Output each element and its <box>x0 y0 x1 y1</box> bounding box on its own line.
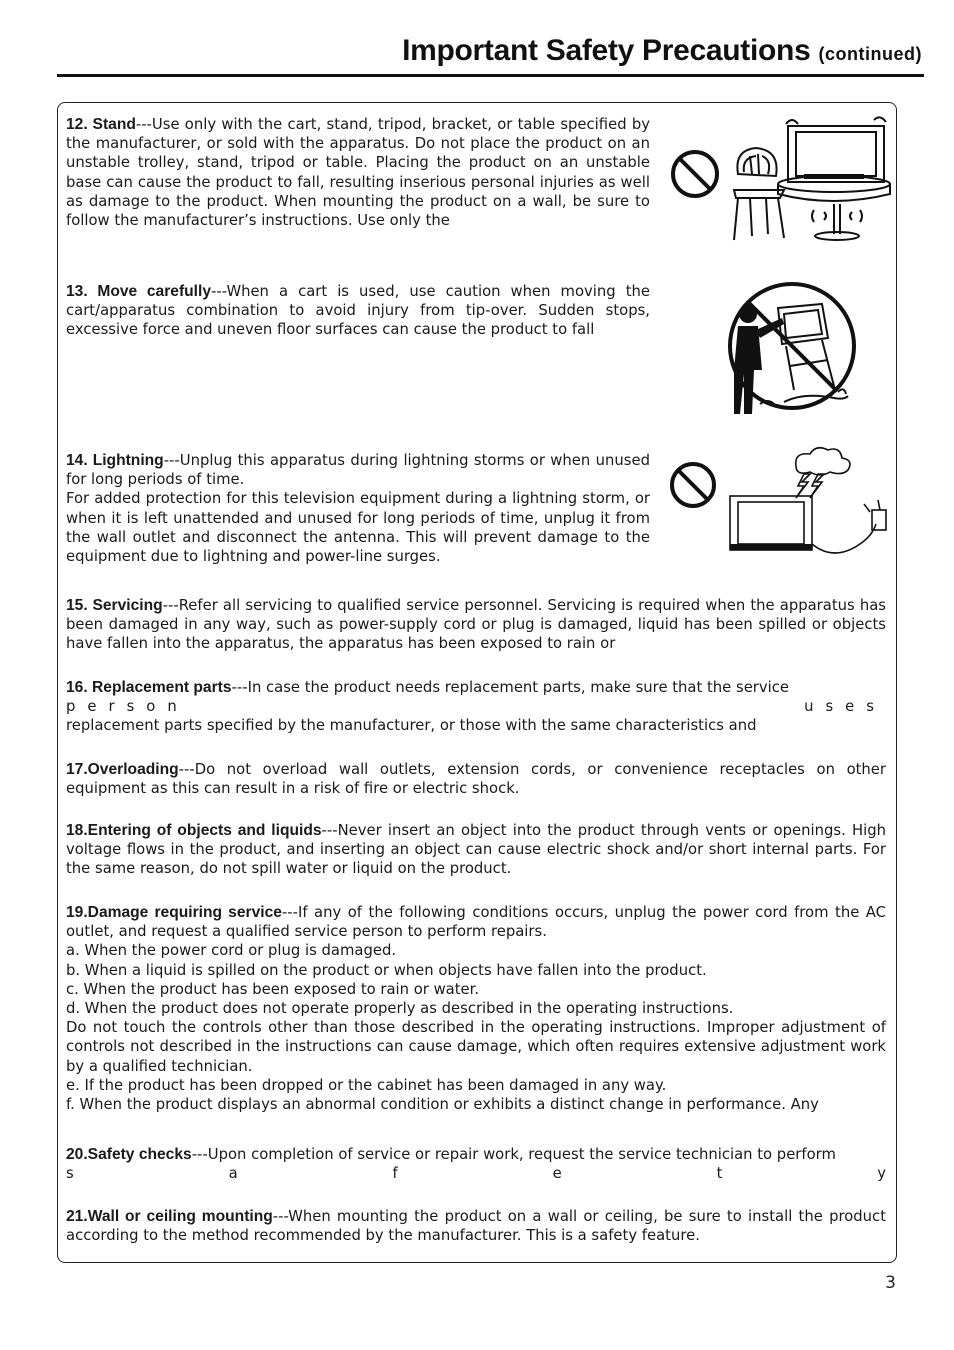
lightning-illustration <box>664 444 890 562</box>
list-item: b. When a liquid is spilled on the product or when objects have fallen into the product. <box>66 961 707 979</box>
section-14-lightning: 14. Lightning---Unplug this apparatus during lightning storms or when unused for long periods of time. For added protection for this television equipment during a lightning storm, or when it is left unattended and unused for long periods of time, unplug it from the wall outlet and disconnect the antenna. This will prevent damage to the equipment due to lightning and power-line surges. <box>66 452 650 566</box>
page-title-continued: (continued) <box>818 44 922 64</box>
section-note: Do not touch the controls other than those described in the operating instructions. Improper adjustment of controls not described in the instructions can cause damage, which often requires extensive adjustment work by a qualified technician. <box>66 1019 886 1075</box>
section-text: When a cart is used, use caution when moving the cart/apparatus combination to avoid injury from tip-over. Sudden stops, excessive force and uneven floor surfaces can cause the product to fall <box>66 283 650 339</box>
section-19-damage-requiring-service: 19.Damage requiring service---If any of the following conditions occurs, unplug the power cord from the AC outlet, and request a qualified service person to perform repairs. a. When the power cord or plug is damaged. b. When a liquid is spilled on the product or when objects have fallen into the product. c. When the product has been exposed to rain or water. d. When the product does not operate properly as described in the operating instructions. Do not touch the controls other than those described in the operating instructions. Improper adjustment of controls not described in the instructions can cause damage, which often requires extensive adjustment work by a qualified technician. e. If the product has been dropped or the cabinet has been damaged in any way. f. When the product displays an abnormal condition or exhibits a distinct change in performance. Any <box>66 904 886 1114</box>
section-15-servicing: 15. Servicing---Refer all servicing to qualified service personnel. Servicing is required when the apparatus has been damaged in any way, such as power-supply cord or plug is damaged, liquid has been spilled or objects have fallen into the apparatus, the apparatus has been exposed to rain or <box>66 597 886 653</box>
section-text: When mounting the product on a wall or ceiling, be sure to install the product according to the method recommended by the manufacturer. This is a safety feature. <box>66 1208 886 1245</box>
section-heading: 17.Overloading <box>66 761 179 778</box>
section-heading: 21. <box>66 1208 88 1225</box>
section-text: Refer all servicing to qualified service personnel. Servicing is required when the apparatus has been damaged in any way, such as power-supply cord or plug is damaged, liquid has been spilled or objects have fallen into the apparatus, the apparatus has been exposed to rain or <box>66 597 886 653</box>
section-12-stand: 12. Stand---Use only with the cart, stand, tripod, bracket, or table specified by the manufacturer, or sold with the apparatus. Do not place the product on an unstable trolley, stand, tripod or table. Placing the product on an unstable base can cause the product to fall, resulting inserious personal injuries as well as damage to the product. When mounting the product on a wall, be sure to follow the manufacturer’s instructions. Use only the <box>66 116 650 230</box>
list-item: f. When the product displays an abnormal condition or exhibits a distinct change in performance. Any <box>66 1096 819 1114</box>
section-heading: 13. Move carefully <box>66 283 212 300</box>
section-16-replacement-parts: 16. Replacement parts---In case the product needs replacement parts, make sure that the service person uses replacement parts specified by the manufacturer, or those with the same characteristics and <box>66 679 886 735</box>
section-text: Use only with the cart, stand, tripod, bracket, or table specified by the manufacturer, or sold with the apparatus. Do not place the product on an unstable trolley, stand, tripod or table. Placing the product on an unstable base can cause the product to fall, resulting inserious personal injuries as well as damage to the product. When mounting the product on a wall, be sure to follow the manufacturer’s instructions. Use only the <box>66 116 650 230</box>
list-item: d. When the product does not operate properly as described in the operating instructions. <box>66 1000 734 1018</box>
spread-line: s a f e t y <box>66 1165 886 1182</box>
section-heading: 19.Damage requiring service <box>66 904 282 921</box>
section-heading: 14. Lightning <box>66 452 164 469</box>
list-item: e. If the product has been dropped or the cabinet has been damaged in any way. <box>66 1076 667 1094</box>
list-item: c. When the product has been exposed to rain or water. <box>66 980 480 998</box>
section-18-entering-objects: 18.Entering of objects and liquids---Never insert an object into the product through vents or openings. High voltage flows in the product, and inserting an object can cause electric shock and/or short internal parts. For the same reason, do not spill water or liquid on the product. <box>66 822 886 878</box>
section-heading: 18.Entering of objects and liquids <box>66 822 322 839</box>
section-text: Never insert an object into the product through vents or openings. High voltage flows in the product, and inserting an object can cause electric shock and/or short internal parts. For the same reason, do not spill water or liquid on the product. <box>66 822 886 878</box>
title-rule <box>57 74 924 77</box>
section-heading: 12. Stand <box>66 116 136 133</box>
cloud-icon <box>796 448 850 475</box>
section-21-wall-ceiling-mounting: 21.Wall or ceiling mounting---When mounting the product on a wall or ceiling, be sure to install the product according to the method recommended by the manufacturer. This is a safety feature. <box>66 1208 886 1245</box>
lightning-bolt-icon <box>796 474 810 498</box>
section-text: Unplug this apparatus during lightning storms or when unused for long periods of time. <box>66 452 650 489</box>
section-text: Do not overload wall outlets, extension cords, or convenience receptacles on other equipment as this can result in a risk of fire or electric shock. <box>66 761 886 798</box>
section-13-move-carefully: 13. Move carefully---When a cart is used, use caution when moving the cart/apparatus combination to avoid injury from tip-over. Sudden stops, excessive force and uneven floor surfaces can cause the product to fall <box>66 283 650 339</box>
no-symbol-icon <box>672 464 714 506</box>
section-20-safety-checks: 20.Safety checks---Upon completion of service or repair work, request the service technician to perform s a f e t y <box>66 1146 886 1182</box>
section-text: In case the product needs replacement parts, make sure that the service <box>247 679 789 696</box>
section-text-2: For added protection for this television equipment during a lightning storm, or when it is left unattended and unused for long periods of time, unplug it from the wall outlet and disconnect the antenna. This will prevent damage to the equipment due to lightning and power-line surges. <box>66 490 650 566</box>
section-17-overloading: 17.Overloading---Do not overload wall outlets, extension cords, or convenience receptacles on other equipment as this can result in a risk of fire or electric shock. <box>66 761 886 798</box>
section-text-3: replacement parts specified by the manufacturer, or those with the same characteristics and <box>66 717 757 735</box>
stand-warning-illustration <box>664 112 894 248</box>
spread-line: person uses <box>66 698 886 715</box>
list-item: a. When the power cord or plug is damaged. <box>66 942 397 960</box>
section-heading: 15. Servicing <box>66 597 163 614</box>
section-heading: 16. Replacement parts <box>66 679 232 696</box>
move-carefully-illustration <box>724 274 864 422</box>
page-title: Important Safety Precautions (continued) <box>402 34 922 67</box>
section-text: If any of the following conditions occurs, unplug the power cord from the AC outlet, and request a qualified service person to perform repairs. <box>66 904 886 941</box>
no-symbol-icon <box>673 152 717 196</box>
page-number: 3 <box>885 1273 896 1293</box>
section-text: Upon completion of service or repair work, request the service technician to perform <box>207 1146 836 1163</box>
section-heading: 20.Safety checks <box>66 1146 192 1163</box>
